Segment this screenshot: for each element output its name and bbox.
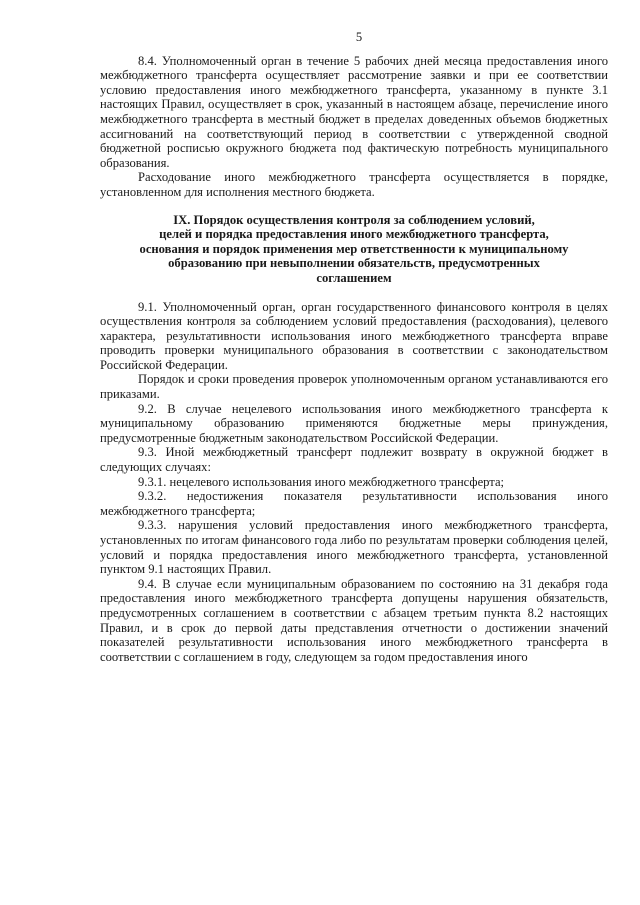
intro-paragraphs <box>100 54 608 200</box>
paragraph-9-3-2: 9.3.2. недостижения показателя результативности использования иного межбюджетного трансферта; <box>100 489 608 518</box>
section-heading-line: соглашением <box>316 270 392 285</box>
section-heading-line: целей и порядка предоставления иного межбюджетного трансферта, <box>159 227 549 242</box>
paragraph-9-4: 9.4. В случае если муниципальным образованием по состоянию на 31 декабря года предоставления иного межбюджетного трансферта допущены нарушения обязательств, предусмотренных соглашением в соответствии с абзацем третьим пункта 8.2 настоящих Правил, и в срок до первой даты представления отчетности о достижении значений показателей результативности использования иного межбюджетного трансферта в соответствии с соглашением в году, следующем за годом предоставления иного <box>100 576 608 664</box>
document-page <box>100 30 608 664</box>
section-ix-paragraphs <box>100 300 608 665</box>
paragraph-spending: Расходование иного межбюджетного трансферта осуществляется в порядке, установленном для исполнения местного бюджета. <box>100 170 608 199</box>
paragraph-inspection-order: Порядок и сроки проведения проверок уполномоченным органом устанавливаются его приказами. <box>100 372 608 402</box>
section-heading-line: IX. Порядок осуществления контроля за соблюдением условий, <box>173 212 535 227</box>
paragraph-9-1: 9.1. Уполномоченный орган, орган государственного финансового контроля в целях осуществления контроля за соблюдением условий предоставления (расходования), целевого характера, результативности использования иного межбюджетного трансферта вправе проводить проверки муниципального образования в соответствии с законодательством Российской Федерации. <box>100 299 608 372</box>
paragraph-9-3-1: 9.3.1. нецелевого использования иного межбюджетного трансферта; <box>138 474 505 489</box>
paragraph-9-2: 9.2. В случае нецелевого использования иного межбюджетного трансферта к муниципальному образованию применяются бюджетные меры принуждения, предусмотренные бюджетным законодательством Российской Федерации. <box>100 401 608 445</box>
paragraph-9-3-3: 9.3.3. нарушения условий предоставления иного межбюджетного трансферта, установленных по итогам финансового года либо по результатам проверки соблюдения целей, условий и порядка предоставления иного межбюджетного трансферта, установленной пунктом 9.1 настоящих Правил. <box>100 518 608 577</box>
section-heading <box>100 213 608 286</box>
section-heading-line: образованию при невыполнении обязательств, предусмотренных <box>168 256 540 271</box>
paragraph-8-4: 8.4. Уполномоченный орган в течение 5 рабочих дней месяца предоставления иного межбюджетного трансферта осуществляет рассмотрение заявки и при ее соответствии условию предоставления иного межбюджетного трансферта, указанному в пункте 3.1 настоящих Правил, осуществляет в срок, указанный в настоящем абзаце, перечисление иного межбюджетного трансферта в местный бюджет в пределах доведенных объемов бюджетных ассигнований на соответствующий период в соответствии с утвержденной сводной бюджетной росписью окружного бюджета под фактическую потребность муниципального образования. <box>100 53 608 170</box>
page-number: 5 <box>355 30 363 44</box>
paragraph-9-3: 9.3. Иной межбюджетный трансферт подлежит возврату в окружной бюджет в следующих случаях: <box>100 445 608 475</box>
section-heading-line: основания и порядок применения мер ответственности к муниципальному <box>139 241 569 256</box>
